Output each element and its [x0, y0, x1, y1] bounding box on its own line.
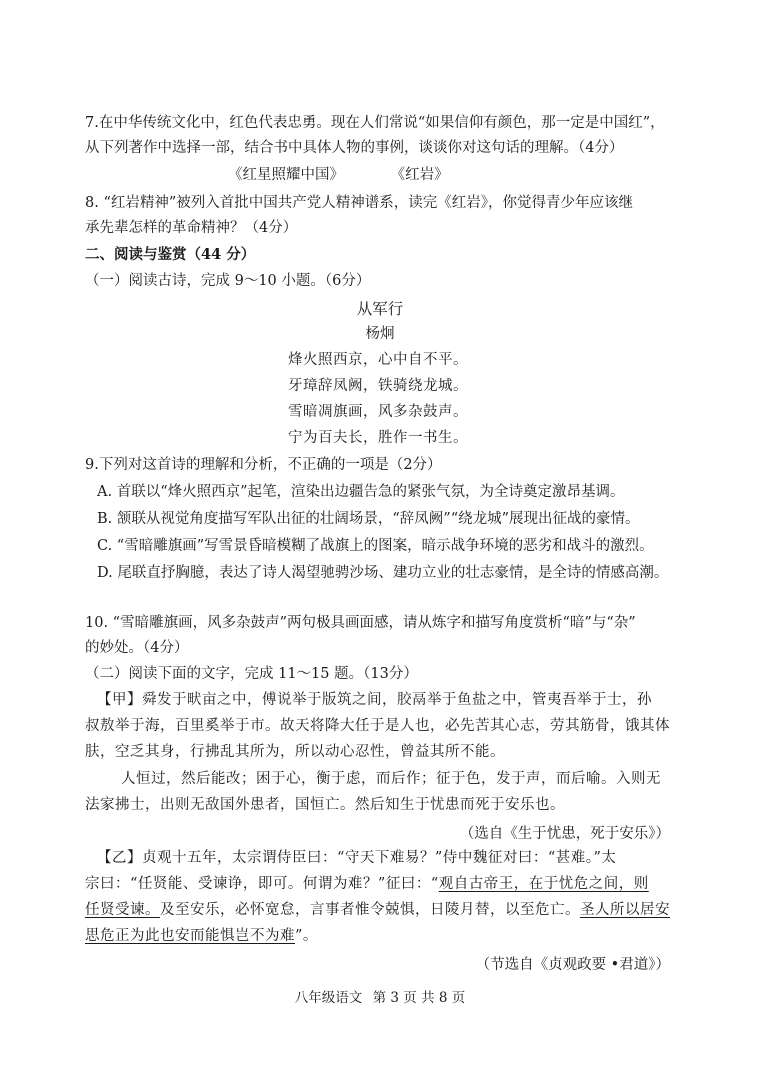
- poem-line: 牙璋辞凤阙，铁骑绕龙城。: [288, 378, 468, 394]
- jia-source: （选自《生于忧患，死于安乐》）: [459, 826, 670, 842]
- yi-text-segment: 宗曰：“任贤能、受谏诤，即可。何谓为难？”征曰：“: [85, 876, 439, 892]
- book-option-red-crag: 《红岩》: [390, 167, 449, 183]
- q7-line-1: 7.在中华传统文化中，红色代表忠勇。现在人们常说“如果信仰有颜色，那一定是中国红”，: [85, 115, 665, 131]
- q9-option-d: D. 尾联直抒胸臆，表达了诗人渴望驰骋沙场、建功立业的壮志豪情，是全诗的情感高潮。: [97, 565, 669, 581]
- poem-line: 烽火照西京，心中自不平。: [288, 352, 468, 368]
- poem-author: 杨炯: [365, 326, 395, 342]
- yi-source: （节选自《贞观政要 •君道》）: [475, 957, 670, 973]
- yi-text-segment: 及至安乐，必怀宽怠，言事者惟令兢惧，日陵月替，以至危亡。: [160, 902, 580, 918]
- q8-line-1: 8. “红岩精神”被列入首批中国共产党人精神谱系，读完《红岩》，你觉得青少年应该继: [85, 195, 634, 211]
- jia-text-line: 叔敖举于海，百里奚举于市。故天将降大任于是人也，必先苦其心志，劳其筋骨，饿其体: [85, 718, 670, 734]
- poem-title: 从军行: [356, 300, 404, 318]
- q9-option-b: B. 颔联从视觉角度描写军队出征的壮阔场景，“辞凤阙”“绕龙城”展现出征战的豪情。: [97, 511, 640, 527]
- part2-instruction: （二）阅读下面的文字，完成 11～15 题。（13分）: [85, 666, 418, 682]
- q8-line-2: 承先辈怎样的革命精神？（4分）: [85, 220, 298, 236]
- book-option-red-star: 《红星照耀中国》: [228, 167, 344, 183]
- q9-option-c: C. “雪暗雕旗画”写雪景昏暗模糊了战旗上的图案，暗示战争环境的恶劣和战斗的激烈。: [97, 538, 654, 554]
- footer-subject: 八年级语文: [294, 990, 363, 1006]
- underlined-sentence: 圣人所以居安: [580, 902, 670, 918]
- jia-text-line: 人恒过，然后能改；困于心，衡于虑，而后作；征于色，发于声，而后喻。入则无: [121, 771, 661, 787]
- section-heading: 二、阅读与鉴赏（44 分）: [85, 246, 256, 263]
- page-footer: [0, 986, 760, 1006]
- poem-line: 宁为百夫长，胜作一书生。: [288, 430, 468, 446]
- footer-page-number: 第 3 页 共 8 页: [372, 990, 466, 1006]
- underlined-sentence: 任贤受谏。: [85, 902, 160, 918]
- jia-text-line: 肤，空乏其身，行拂乱其所为，所以动心忍性，曾益其所不能。: [85, 744, 505, 760]
- yi-text-line: [85, 874, 649, 894]
- underlined-sentence: 观自古帝王，在于忧危之间，则: [438, 876, 649, 892]
- yi-text-line: [85, 900, 670, 920]
- q10-line-1: 10. “雪暗雕旗画，风多杂鼓声”两句极具画面感，请从炼字和描写角度赏析“暗”与“杂”: [85, 615, 636, 631]
- q9-option-a: A. 首联以“烽火照西京”起笔，渲染出边疆告急的紧张气氛，为全诗奠定激昂基调。: [97, 484, 625, 500]
- q10-line-2: 的妙处。（4分）: [85, 640, 189, 656]
- jia-text-line: 法家拂士，出则无敌国外患者，国恒亡。然后知生于忧患而死于安乐也。: [85, 797, 565, 813]
- q7-book-list: [228, 163, 449, 184]
- jia-text-line: 【甲】舜发于畎亩之中，傅说举于版筑之间，胶鬲举于鱼盐之中，管夷吾举于士，孙: [97, 692, 652, 708]
- q7-line-2: 从下列著作中选择一部，结合书中具体人物的事例，谈谈你对这句话的理解。（4分）: [85, 140, 624, 156]
- q9-stem: 9.下列对这首诗的理解和分析，不正确的一项是（2分）: [85, 457, 442, 473]
- poem-line: 雪暗凋旗画，风多杂鼓声。: [288, 404, 468, 420]
- yi-text-line: 【乙】贞观十五年，太宗谓侍臣曰：“守天下难易？”侍中魏征对曰：“甚难。”太: [97, 850, 617, 866]
- yi-text-line: [85, 926, 318, 946]
- yi-text-segment: ”。: [295, 928, 318, 944]
- part1-instruction: （一）阅读古诗，完成 9～10 小题。（6分）: [85, 273, 371, 289]
- underlined-sentence: 思危正为此也安而能惧岂不为难: [85, 928, 295, 944]
